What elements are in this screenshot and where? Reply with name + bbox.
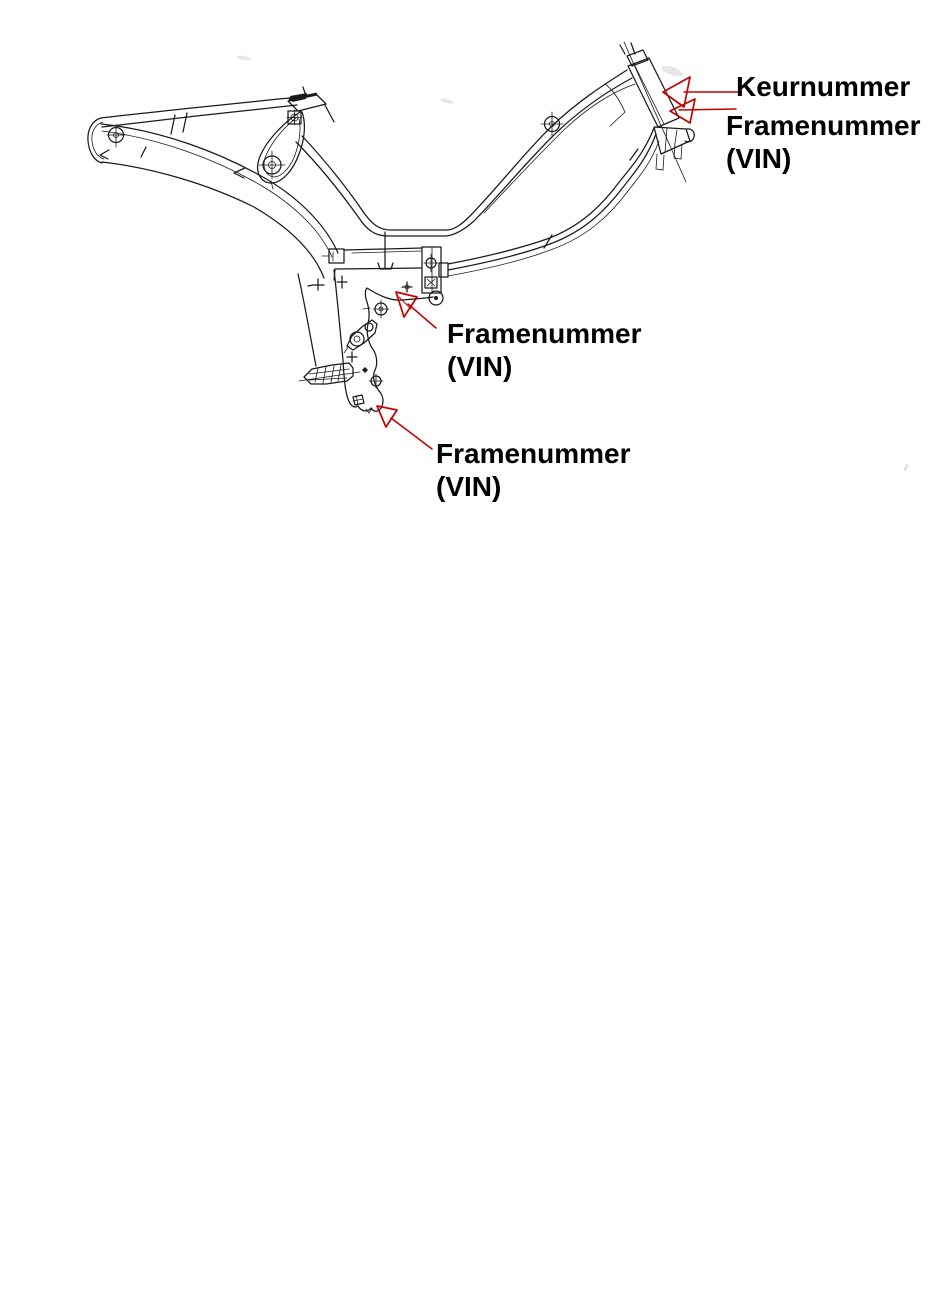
label-keurnummer-text: Keurnummer — [736, 71, 911, 102]
arrow-framenummer-bottom — [377, 406, 432, 449]
junction-bracket — [258, 87, 334, 189]
label-framenummer-mid — [447, 317, 642, 383]
arrow-keurnummer — [663, 77, 738, 107]
label-framenummer-mid-line2: (VIN) — [447, 351, 513, 382]
front-beam — [88, 97, 338, 366]
label-framenummer-top — [726, 109, 921, 175]
label-framenummer-mid-line1: Framenummer — [447, 318, 642, 349]
engine-mount-plate — [299, 270, 433, 413]
label-framenummer-top-line2: (VIN) — [726, 143, 792, 174]
label-framenummer-bottom-line2: (VIN) — [436, 471, 502, 502]
label-framenummer-top-line1: Framenummer — [726, 110, 921, 141]
label-framenummer-bottom-line1: Framenummer — [436, 438, 631, 469]
rear-rails — [439, 128, 659, 277]
label-keurnummer — [736, 70, 910, 103]
center-bridge — [308, 247, 443, 305]
backbone-tubes — [296, 70, 635, 268]
label-framenummer-bottom — [436, 437, 631, 503]
